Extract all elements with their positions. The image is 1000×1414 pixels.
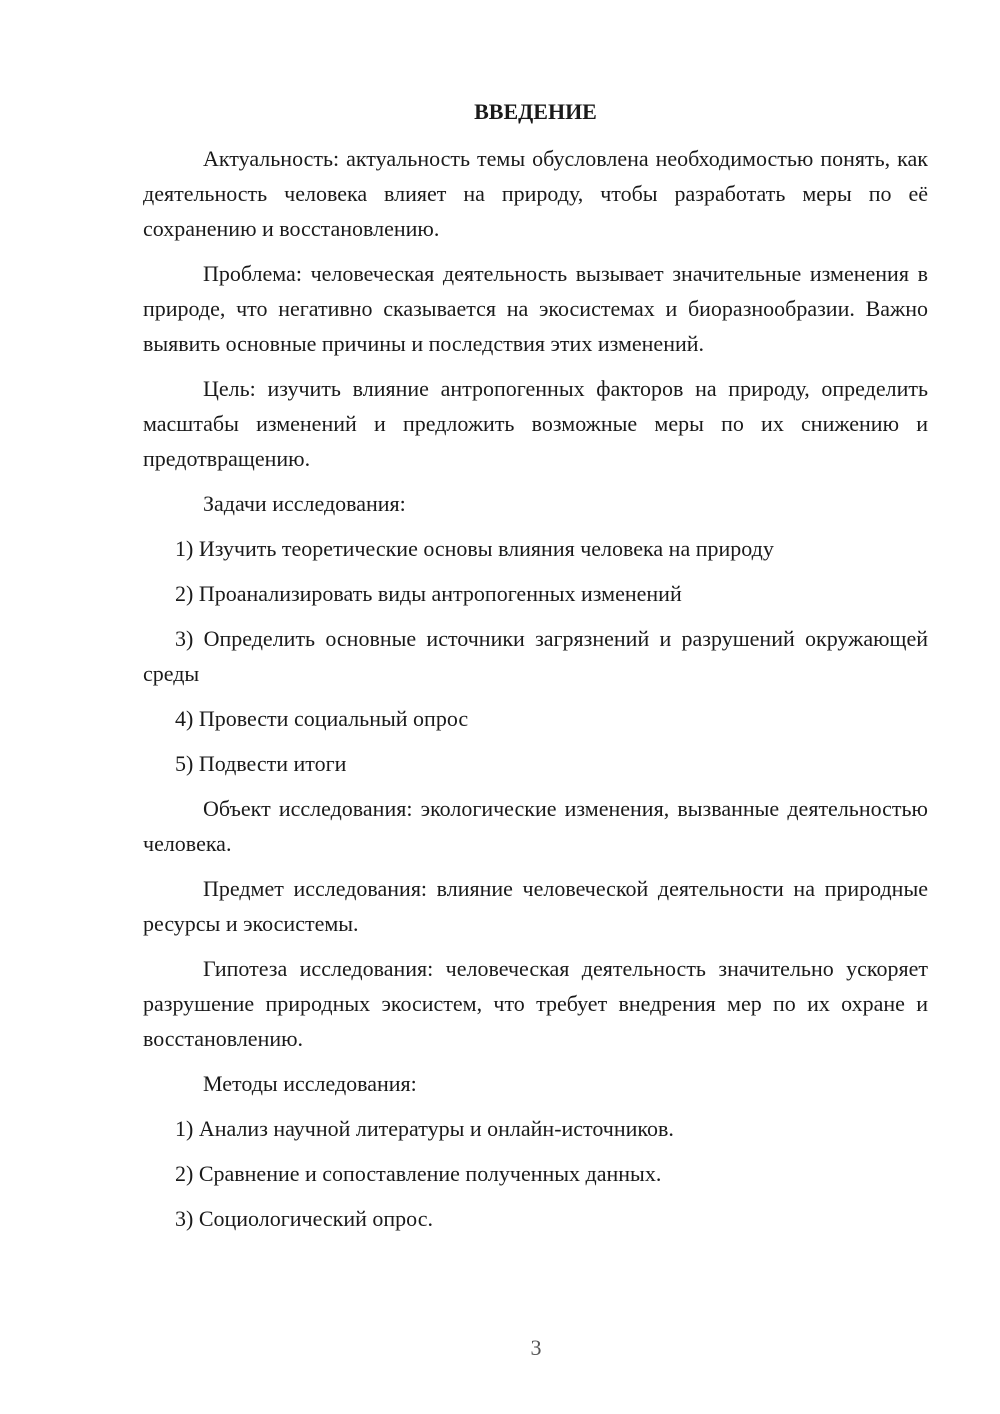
problem-paragraph: Проблема: человеческая деятельность вызывает значительные изменения в природе, что негативно сказывается на экосистемах и биоразнообразии. Важно выявить основные причины и последствия этих изменений.	[143, 261, 928, 356]
method-item: 2) Сравнение и сопоставление полученных данных.	[175, 1161, 662, 1186]
hypothesis-paragraph: Гипотеза исследования: человеческая деятельность значительно ускоряет разрушение природных экосистем, что требует внедрения мер по их охране и восстановлению.	[143, 956, 928, 1051]
tasks-title: Задачи исследования:	[203, 491, 406, 516]
goal-paragraph: Цель: изучить влияние антропогенных факторов на природу, определить масштабы изменений и предложить возможные меры по их снижению и предотвращению.	[143, 376, 928, 471]
task-item: 4) Провести социальный опрос	[175, 706, 469, 731]
page-title: ВВЕДЕНИЕ	[474, 99, 597, 124]
task-item: 5) Подвести итоги	[175, 751, 347, 776]
method-item: 1) Анализ научной литературы и онлайн-источников.	[175, 1116, 674, 1141]
page-content	[143, 94, 928, 1246]
subject-paragraph: Предмет исследования: влияние человеческой деятельности на природные ресурсы и экосистемы.	[143, 876, 928, 936]
page-number: 3	[530, 1335, 542, 1360]
methods-title: Методы исследования:	[203, 1071, 417, 1096]
method-item: 3) Социологический опрос.	[175, 1206, 433, 1231]
relevance-paragraph: Актуальность: актуальность темы обусловлена необходимостью понять, как деятельность человека влияет на природу, чтобы разработать меры по её сохранению и восстановлению.	[143, 146, 928, 241]
task-item: 3) Определить основные источники загрязнений и разрушений окружающей среды	[143, 626, 928, 686]
object-paragraph: Объект исследования: экологические изменения, вызванные деятельностью человека.	[143, 796, 928, 856]
task-item: 2) Проанализировать виды антропогенных изменений	[175, 581, 682, 606]
task-item: 1) Изучить теоретические основы влияния человека на природу	[175, 536, 774, 561]
